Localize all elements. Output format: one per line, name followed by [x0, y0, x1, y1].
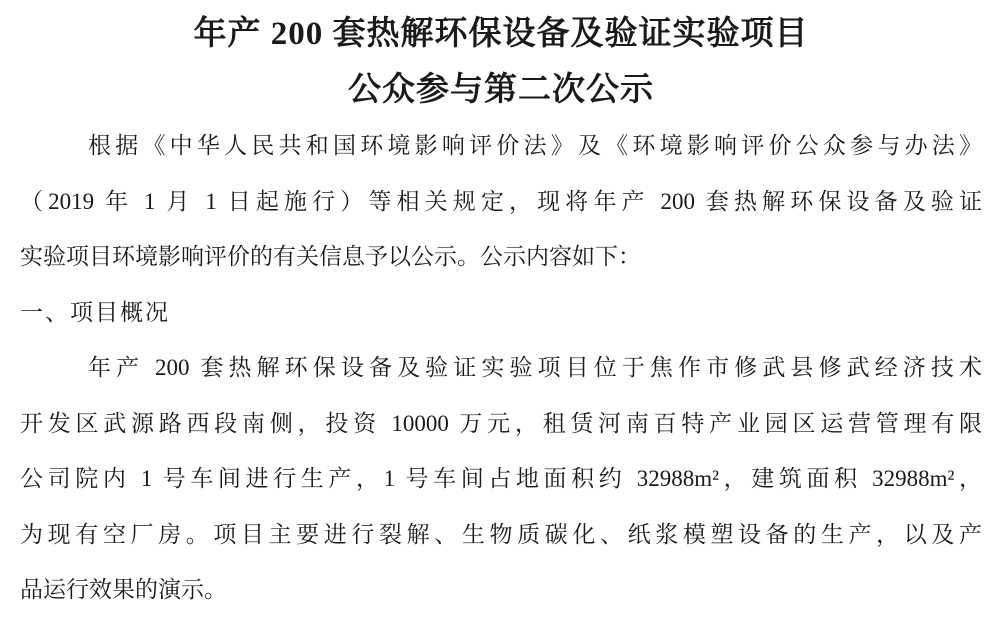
- overview-line-4: 为现有空厂房。项目主要进行裂解、生物质碳化、纸浆模塑设备的生产，以及产: [20, 521, 982, 547]
- section-heading-project-overview: 一、项目概况: [20, 299, 170, 325]
- title-line-1: 年产 200 套热解环保设备及验证实验项目: [193, 16, 809, 52]
- overview-line-1: 年产 200 套热解环保设备及验证实验项目位于焦作市修武县修武经济技术: [88, 355, 982, 380]
- paragraph-intro: [20, 118, 982, 285]
- overview-line-2: 开发区武源路西段南侧，投资 10000 万元，租赁河南百特产业园区运营管理有限: [20, 410, 982, 436]
- document-title: [20, 6, 982, 118]
- overview-line-3: 公司院内 1 号车间进行生产，1 号车间占地面积约 32988m²，建筑面积 32988m²，: [20, 466, 982, 491]
- title-line-2: 公众参与第二次公示: [348, 72, 654, 108]
- intro-line-1: 根据《中华人民共和国环境影响评价法》及《环境影响评价公众参与办法》: [88, 133, 982, 158]
- paragraph-overview: [20, 340, 982, 618]
- intro-line-3: 实验项目环境影响评价的有关信息予以公示。公示内容如下：: [20, 244, 641, 269]
- intro-line-2: （2019 年 1 月 1 日起施行）等相关规定，现将年产 200 套热解环保设备及验证: [20, 188, 982, 214]
- overview-line-5: 品运行效果的演示。: [20, 577, 227, 602]
